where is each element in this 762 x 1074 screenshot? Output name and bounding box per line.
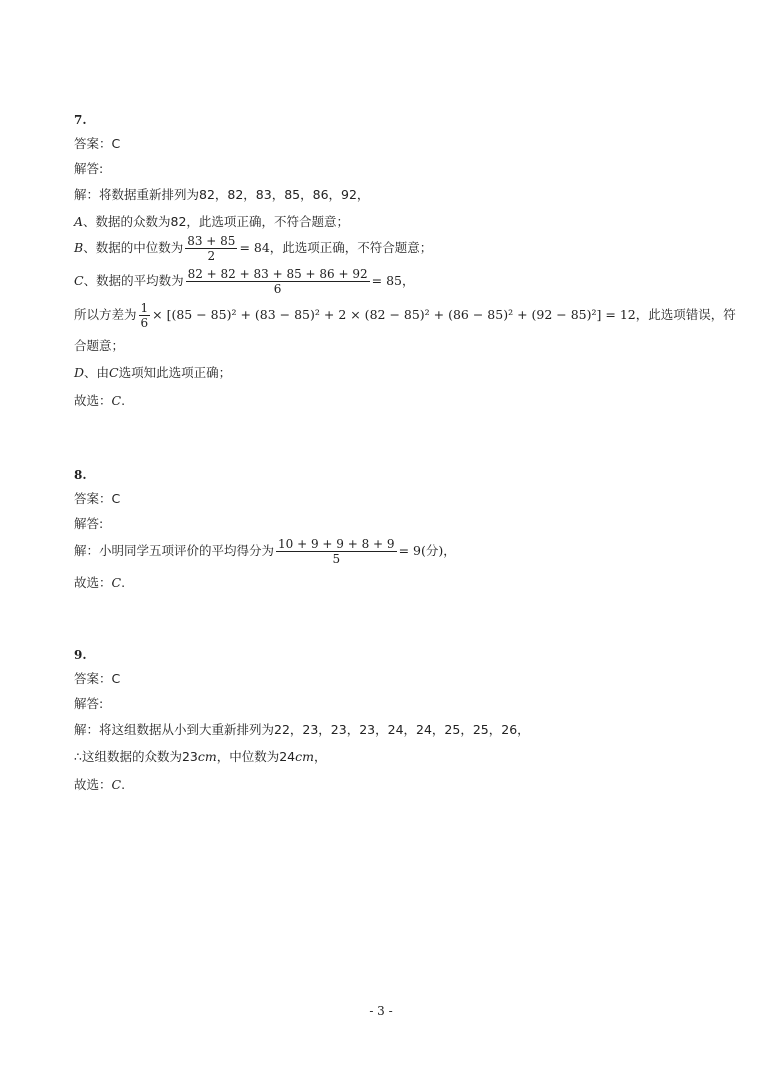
answer-line: 答案：C xyxy=(74,671,121,686)
fraction: $\frac{1}{6}$ xyxy=(140,301,149,330)
solution-line: 解：小明同学五项评价的平均得分为 $\frac{10 + 9 + 9 + 8 + 9}{5}$ = 9(分)， xyxy=(74,537,456,566)
question-number: 8. xyxy=(74,468,87,482)
answer-line: 答案：C xyxy=(74,491,121,506)
solution-line: D、由C选项知此选项正确； xyxy=(74,365,232,380)
solution-label: 解答: xyxy=(74,161,104,176)
solution-line: B、数据的中位数为 $\frac{83 + 85}{2}$ = 84，此选项正确，不符合题意； xyxy=(74,234,433,263)
fraction: $\frac{10 + 9 + 9 + 8 + 9}{5}$ xyxy=(278,537,395,566)
answer-line: 答案：C xyxy=(74,136,121,151)
solution-line: 所以方差为 $\frac{1}{6}$ × [(85 − 85)² + (83 − 85)² + 2 × (82 − 85)² + (86 − 85)² + (92 − 85)²] = 12，此选项错误，符 xyxy=(74,301,736,330)
choice-line: 故选：C. xyxy=(74,575,126,590)
solution-line: 解：将这组数据从小到大重新排列为22，23，23，23，24，24，25，25，26， xyxy=(74,722,530,737)
choice-line: 故选：C. xyxy=(74,393,126,408)
solution-line: C、数据的平均数为 $\frac{82 + 82 + 83 + 85 + 86 + 92}{6}$ = 85， xyxy=(74,267,415,296)
question-number: 7. xyxy=(74,113,87,127)
fraction: $\frac{83 + 85}{2}$ xyxy=(187,234,236,263)
fraction: $\frac{82 + 82 + 83 + 85 + 86 + 92}{6}$ xyxy=(187,267,368,296)
solution-label: 解答: xyxy=(74,696,104,711)
solution-label: 解答: xyxy=(74,516,104,531)
page-number: - 3 - xyxy=(369,1004,393,1018)
solution-line: 解：将数据重新排列为82，82，83，85，86，92， xyxy=(74,187,370,202)
solution-line: A、数据的众数为82，此选项正确，不符合题意； xyxy=(74,214,349,229)
solution-line: ∴这组数据的众数为23cm，中位数为24cm， xyxy=(74,749,327,764)
solution-line: 合题意； xyxy=(74,338,125,353)
choice-line: 故选：C. xyxy=(74,777,126,792)
question-number: 9. xyxy=(74,648,87,662)
